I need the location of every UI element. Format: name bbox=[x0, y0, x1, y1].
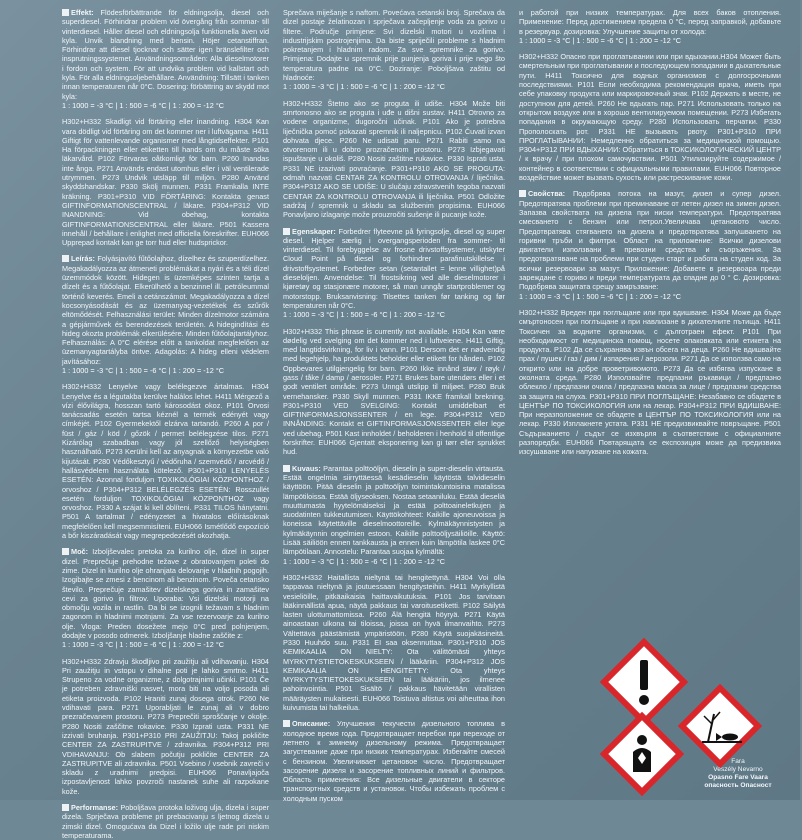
section-title: Свойства: bbox=[528, 189, 566, 199]
dosage-line: 1 : 1000 = -3 °C | 1 : 500 = -6 °C | 1 : 200 = -12 °C bbox=[62, 640, 225, 650]
text-block bbox=[283, 327, 505, 457]
section-title: Описание: bbox=[292, 719, 331, 729]
dosage-line: 1 : 1000 = -3 °C | 1 : 500 = -6 °C | 1 : 200 = -12 °C bbox=[519, 35, 682, 45]
bullet-square-icon bbox=[283, 465, 290, 472]
bullet-square-icon bbox=[283, 228, 290, 235]
section-body: H302+H332 Skadligt vid förtäring eller inandning. H304 Kan vara dödligt vid förtäring om det kommer ner i luftvägarna. H411 Giftigt för vattenlevande organismer med långtidseffekter. P101 Ha förpackningen eller etiketten till hands om du måste söka läkarvård. P102 Förvaras oåtkomligt för barn. P260 Inandas inte ånga. P271 Används endast utomhus eller i väl ventilerade utrymmen. P273 Undvik utsläpp till miljön. P280 Använd skyddshandskar. P330 Skölj munnen. P331 Framkalla INTE kräkning. P301+P310 VID FÖRTÄRING: Kontakta genast GIFTINFORMATIONSCENTRAL / läkare. P304+P312 VID INANDNING: Vid obehag, kontakta GIFTINFORMATIONSCENTRAL eller läkare. P501 Kassera innehåll / behållare i enlighet med officiella föreskrifter. EUH066 Upprepad kontakt kan ge torr hud eller hudsprickor. bbox=[62, 117, 269, 248]
dosage-line: 1 : 1000 = -3 °C | 1 : 500 = -6 °C | 1 : 200 = -12 °C bbox=[62, 100, 225, 110]
section-body: Подобрява потока на мазут, дизел и супер дизел. Предотвратява проблеми при преминаване от летен дизел на зимен дизел. Запазва свойствата на дизела при ниски температури. Предотвратява смесването с бензин или петрол.Увеличава цетановото число. Предотвратява стягването на дизела и предотвратява запушването на горивни тръби и филтри. Област на приложение: Всички дизелови двигатели използвани в превозни средства и съоръжения. За предотвратяване на проблеми при студен старт и работа на студен ход. За всички резервоари за мазут. Приложение: Добавете в резервоара преди зареждане с гориво и преди температурата да спадне до 0 ° С. Дозировка: Подобрява защитата срещу замръзване: bbox=[519, 189, 781, 292]
text-block bbox=[62, 8, 269, 110]
dosage-line: 1 : 1000 = -3 °C | 1 : 500 = -6 °C | 1 : 200 = -12 °C bbox=[283, 82, 446, 92]
section-body: H302+H332 Опасно при проглатывании или при вдыхании.H304 Может быть смертельным при проглатывании и последующем попадании в дыхательные пути. H411 Токсично для водных организмов с долгосрочными последствиями. P101 Если необходима рекомендация врача, иметь при себе упаковку продукта или маркировочный знак. P102 Держать в месте, не доступном для детей. P260 Не вдыхать пар. P271 Использовать только на открытом воздухе или в хорошо вентилируемом помещении. P273 Избегать попадания в окружающую среду. P280 Использовать перчатки. P330 Прополоскать рот. P331 НЕ вызывать рвоту. P301+P310 ПРИ ПРОГЛАТЫВАНИИ: Немедленно обратиться за медицинской помощью. P304+P312 ПРИ ВДЫХАНИИ: Обратиться в ТОКСИКОЛОГИЧЕСКИЙ ЦЕНТР / к врачу / при плохом самочувствии. P501 Утилизируйте содержимое / контейнер в соответствии с официальными правилами. EUH066 Повторное воздействие может вызвать сухость или растрескивание кожи. bbox=[519, 52, 781, 183]
signal-words bbox=[690, 758, 786, 790]
section-body: Poboljšava protoka loživog ulja, dizela i super dizela. Sprječava probleme pri prebacivanju s ljetnog dizela u zimski dizel. Omogućava da Dizel i ložilo ulje rade pri niskim temperaturama. bbox=[62, 803, 269, 840]
bullet-square-icon bbox=[62, 255, 69, 262]
section-title: Performanse: bbox=[71, 803, 119, 813]
dosage-line: 1 : 1000 = -3 °C | 1 : 500 = -6 °C | 1 : 200 = -12 °C bbox=[62, 365, 225, 375]
dosage-line: 1 : 1000 = -3 °C | 1 : 500 = -6 °C | 1 : 200 = -12 °C bbox=[519, 291, 682, 301]
text-block bbox=[283, 227, 505, 320]
bullet-square-icon bbox=[62, 804, 69, 811]
environment-icon bbox=[682, 688, 758, 764]
section-title: Effekt: bbox=[71, 8, 94, 17]
text-block bbox=[283, 99, 505, 220]
exclamation-mark-icon bbox=[604, 642, 684, 722]
text-block bbox=[519, 189, 781, 301]
text-block bbox=[283, 8, 505, 92]
section-body: H302+H332 Štetno ako se proguta ili udiše. H304 Može biti smrtonosno ako se proguta i uđe u dišni sustav. H411 Otrovno za vodene organizme, dugoročni učinak. P101 Ako je potrebna liječnička pomoć pokazati spremnik ili naljepnicu. P102 Čuvati izvan dohvata djece. P260 Ne udisati paru. P271 Rabiti samo na otvorenom ili u dobro prozračenom prostoru. P273 Izbjegavati ispuštanje u okoliš. P280 Nositi zaštitne rukavice. P330 Isprati usta. P331 NE izazivati povraćanje. P301+P310 AKO SE PROGUTA: odmah nazvati CENTAR ZA KONTROLU OTROVANJA / liječnika. P304+P312 AKO SE UDIŠE: U slučaju zdravstvenih tegoba nazvati CENTAR ZA KONTROLU OTROVANJA ili liječnika. P501 Odložite sadržaj / spremnik u skladu sa službenim propisima. EUH066 Ponavljano izlaganje može prouzročiti sušenje ili pucanje kože. bbox=[283, 98, 505, 220]
section-body: Folyásjavító fűtőolajhoz, dízelhez és szuperdízelhez. Megakadályozza az átmeneti problémákat a nyári és a téli dízel üzemmódok között. Hidegen is üzemképes szinten tartja a dízelt és a fűtőolajat. Elkerülhető a benzinnel ill. petróleummal történő keverés. Emeli a cetánszámot. Megakadályozza a dízel kocsonyásodását és az üzemanyag-vezetékek és szűrők eltömődését. Felhasználási terület: Minden dízelmotor számára a gépjárművek és berendezések területén. A hidegindítási és hideg okozta problémák elkerülésére. Minden fűtőolajtartályhoz. Felhasználás: A 0°C elérése előtt a tankoldat megfelelően az üzemanyagtartályba öntve. Adagolás: A hideg elleni védelem javításához: bbox=[62, 254, 270, 366]
signal-word-hu-sl: Veszély Nevarno bbox=[713, 766, 763, 773]
section-body: H302+H332 Lenyelve vagy belélegezve ártalmas. H304 Lenyelve és a légutakba kerülve halálos lehet. H411 Mérgező a vízi élővilágra, hosszan tartó károsodást okoz. P101 Orvosi tanácsadás esetén tartsa kéznél a termék edényét vagy címkéjét. P102 Gyermekektől elzárva tartandó. P260 A por / füst / gáz / köd / gőzök / permet belélegzése tilos. P271 Kizárólag szabadban vagy jól szellőző helyiségben használható. P273 Kerülni kell az anyagnak a környezetbe való kijutását. P280 Védőkesztyű / védőruha / szemvédő / arcvédő / hallásvédelem használata kötelező. P301+P310 LENYELÉS ESETÉN: Azonnal forduljon TOXIKOLÓGIAI KÖZPONTHOZ / orvoshoz / P304+P312 BELÉLEGZÉS ESETÉN: Rosszullét esetén forduljon TOXIKOLÓGIAI KÖZPONTHOZ vagy orvoshoz. P330 A szájat ki kell öblíteni. P331 TILOS hánytatni. P501 A tartalmat / edényzetet a hivatalos előírásoknak megfelelően kell megsemmisíteni. EUH066 Ismétlődő expozíció a bőr kiszáradását vagy megrepedezését okozhatja. bbox=[62, 382, 269, 541]
section-body: Forbedrer flyteevne på fyringsolje, diesel og super diesel. Hjelper særlig i overgangsperioden fra sommer- til vinterdiesel. Til forebyggelse av frosne drivstoffsystemer, utskyter Cloud Point på diesel og forhindrer parafinutskillelse i drivstoffsystemet. Forbedrer setan (setantallet = lenne villighet)på dieseloljen. Anvendelse: Til frostsikring ved alle dieselmotorer i kjøretøy og stasjonære motorer, så man unngår startproblemer og motorstopp. Bruksanvisning: Tilsettes tanken før tanking og før temperaturen når 0°C. bbox=[283, 226, 505, 310]
text-block bbox=[62, 547, 269, 649]
signal-word-hr-no-fi: Opasno Fare Vaara bbox=[708, 774, 768, 781]
section-title: Moč: bbox=[71, 547, 89, 557]
section-body: H302+H332 Haitallista nieltynä tai hengitettynä. H304 Voi olla tappavaa nieltynä ja joutuessaan hengitysteihin. H411 Myrkyllistä vesieliöille, pitkäaikaisia haittavaikutuksia. P101 Jos tarvitaan lääkinnällistä apua, näytä pakkaus tai varoitusetiketti. P102 Säilytä lasten ulottumattomissa. P260 Älä hengitä höyryä. P271 Käytä ainoastaan ulkona tai tiloissa, joissa on hyvä ilmanvaihto. P273 Vältettävä päästämistä ympäristöön. P280 Käytä suojakäsineitä. P330 Huuhdo suu. P331 EI saa oksennuttaa. P301+P310 JOS KEMIKAALIA ON NIELTY: Ota välittömästi yhteys MYRKYTYSTIETOKESKUKSEEN / lääkäriin. P304+P312 JOS KEMIKAALIA ON HENGITETTY: Ota yhteys MYRKYTYSTIETOKESKUKSEEN tai lääkäriin, jos ilmenee pahoinvointia. P501 Sisältö / pakkaus hävitetään virallisten määräysten mukaisesti. EUH066 Toistuva altistus voi aiheuttaa ihon kuivumista tai halkeilua. bbox=[283, 572, 505, 713]
text-column-left bbox=[62, 8, 270, 840]
dosage-line: 1 : 1000 = -3 °C | 1 : 500 = -6 °C | 1 : 200 = -12 °C bbox=[283, 556, 446, 566]
text-block bbox=[62, 254, 269, 375]
health-hazard-icon bbox=[604, 716, 680, 792]
signal-word-sv: Fara bbox=[731, 758, 745, 765]
section-body: H302+H332 Вреден при поглъщане или при вдишване. H304 Може да бъде смъртоносен при поглъщане и при навлизане в дихателните пътища. H411 Токсичен за водните организми, с дълготраен ефект. P101 При необходимост от медицинска помощ, носете опаковката или етикета на продукта. P102 Да се съхранява извън обсега на деца. P260 Не вдишвайте прах / пушек / газ / дим / изпарения / аерозоли. P271 Да се използва само на открито или на добре проветривомото. P273 Да се избягва изпускане в околната среда. P280 Използвайте предпазни ръкавици / предпазно облекло / предпазни очила / предпазна маска за лице / предпазни средства за защита на слуха. P301+P310 ПРИ ПОГЛЪЩАНЕ: Незабавно се обадете в ЦЕНТЪР ПО ТОКСИКОЛОГИЯ или на лекар. P304+P312 ПРИ ВДИШВАНЕ: При неразположение се обадете в ЦЕНТЪР ПО ТОКСИКОЛОГИЯ или на лекар. P330 Изплакнете устата. P331 НЕ предизвиквайте повръщане. P501 Съдържанието / съдът се изхвърля в съответствие с официалните разпоредби. EUH066 Повтарящата се експозиция може да предизвика изсушаване или напукване на кожата. bbox=[519, 307, 781, 457]
bullet-square-icon bbox=[62, 548, 69, 555]
section-body: Flödesförbättrande för eldningsolja, diesel och superdiesel. Förhindrar problem vid övergång från sommar- till vinterdiesel. Håller diesel och eldningsolja funktionella även vid kyla. Unvik blandning med bensin. Höjer cetanstiffran. Förhindrar att diesel tjocknar och sätter igen bränslefilter och insprutningssystemet. Användningsområden: Alla dieselmotorer i fordon och system. För att undvika problem vid kallstart och kyla. För alla eldningsoljebehållare. Användning: Tillsätt i tanken innan temperaturen når 0°C. Dosering: förbättring av skydd mot kyla: bbox=[62, 8, 269, 101]
text-block bbox=[62, 657, 269, 796]
section-body: H302+H332 Zdravju škodljivo pri zaužitju ali vdihavanju. H304 Pri zaužitju in vstopu v dihalne poti je lahko smrtno. H411 Strupeno za vodne organizme, z dolgotrajnimi učinki. P101 Če je potreben zdravniški nasvet, mora biti na voljo posoda ali etiketa proizvoda. P102 Hraniti zunaj dosega otrok. P260 Ne vdihavati para. P271 Uporabljati le zunaj ali v dobro prezračevanem prostoru. P273 Preprečiti sproščanje v okolje. P280 Nositi zaščitne rokavice. P330 Izprati usta. P331 NE izzivati bruhanja. P301+P310 PRI ZAUŽITJU: Takoj pokličite CENTER ZA ZASTRUPITVE / zdravnika. P304+P312 PRI VDIHAVANJU: Ob slabem počutju pokličite CENTER ZA ZASTRUPITVE ali zdravnika. P501 Vsebino / vsebnik zavreči v skladu z uradnimi predpisi. EUH066 Ponavljajoča izpostavljenost lahko povzroči nastanek suhe ali razpokane kože. bbox=[62, 656, 269, 796]
text-block bbox=[283, 719, 505, 803]
text-block bbox=[519, 8, 781, 45]
dosage-line: 1 : 1000 = -3 °C | 1 : 500 = -6 °C | 1 : 200 = -12 °C bbox=[283, 310, 446, 320]
text-column-middle bbox=[283, 8, 505, 803]
section-body: Izboljševalec pretoka za kurilno olje, dizel in super dizel. Preprečuje prehodne težave z obratovanjem poleti do zime. Dizel in kurilno olje ohranjata delovanje v hladnih pogojih. Izogibajte se zmesi z bencinom ali benzinom. Poveča cetansko število. Preprečuje zamašitev dizelskega goriva in zamašitev cevi za gorivo in filtrov. Uporaba: Vsi dizelski motorji na območju vozila in rastlin. Da bi se izognili težavam s hladnim zagonom in hladnimi motnjami. Za vse rezervoarje za kurilno olje. Vloga: Preden dosežete mejo 0°C pred polnjenjem, dodajte v posodo odmerek. Izboljšanje hladne zaščite z: bbox=[62, 547, 269, 640]
section-body: Parantaa polttoöljyn, dieselin ja super-dieselin virtausta. Estää ongelmia siirryttäessä kesädieselin käytöstä talvidieselin käyttöön. Pitää dieselin ja polttoöljyn toimintakuntoisina matalissa lämpötiloissa. Estää öljyseoksen. Nostaa setaaniluku. Estää dieseliä muuttumasta hyytelömäiseksi ja estää polttoaineletkujen ja suodatinten tukkeutumisen. Käyttökohteet: Kaikille ajoneuvoissa ja koneissa käytettäville dieselmoottoreille. Kylmäkäynnistysten ja kylmäkäynnin ongelmien estoon. Kaikille polttoöljysäiliöille. Käyttö: Lisää säiliöön ennen tankkausta ja ennen kuin lämpötila laskee 0°C lämpötilaan. Annostelu: Parantaa suojaa kylmältä: bbox=[283, 463, 505, 557]
text-block bbox=[519, 52, 781, 182]
bullet-square-icon bbox=[283, 720, 290, 727]
signal-word-ru-bg: опасность Опасност bbox=[704, 782, 772, 789]
section-title: Kuvaus: bbox=[292, 463, 321, 473]
section-body: Улучшения текучести дизельного топлива в холодное время года. Предотвращает перебои при переходе от летнего к зимнему дизельному режима. Предотвращает загустевание даже при низких температурах. Избегайте смесей с бензином. Увеличивает цетановое число. Предотвращает засорение дизеля и засорение топливных линий и фильтров. Область применения: Все дизельные двигатели в секторе транспортных средств и установок. Чтобы избежать проблем с холодным пуском bbox=[283, 719, 505, 803]
text-block bbox=[283, 464, 505, 566]
text-block bbox=[283, 573, 505, 712]
section-title: Leírás: bbox=[71, 254, 95, 264]
section-body: и работой при низких температурах. Для всех баков отопления. Применение: Перед достижением предела 0 °C, перед заправкой, добавьте в резервуар. дозировка: Улучшение защиты от холода: bbox=[519, 8, 781, 36]
bullet-square-icon bbox=[62, 9, 69, 16]
section-title: Egenskaper: bbox=[292, 226, 336, 236]
text-block bbox=[62, 117, 269, 247]
section-body: H302+H332 This phrase is currently not available. H304 Kan være dødelig ved svelging om det kommer ned i luftveiene. H411 Giftig, med langtidsvirkning, for liv i vann. P101 Dersom det er nødvendig med legehjelp, ha produktets beholder eller etikett for hånden. P102 Oppbevares utilgjengelig for barn. P260 Ikke innånd støv / røyk / gass / tåke / damp / aerosoler. P271 Brukes bare utendørs eller i et godt ventilert område. P273 Unngå utslipp til miljøet. P280 Bruk vernehansker. P330 Skyll munnen. P331 IKKE framkall brekning. P301+P310 VED SVELGING: Kontakt umiddelbart et GIFTINFORMASJONSSENTER / en lege. P304+P312 VED INNÅNDING: Kontakt et GIFTINFORMASJONSSENTER eller lege ved ubehag. P501 Kast innholdet / beholderen i henhold til offentlige forskrifter. EUH066 Gjentatt eksponering kan gi tørr eller sprukket hud. bbox=[283, 326, 505, 457]
text-block bbox=[62, 382, 269, 540]
text-block bbox=[62, 803, 269, 840]
bullet-square-icon bbox=[519, 190, 526, 197]
text-block bbox=[519, 308, 781, 457]
section-body: Sprečava miješanje s naftom. Povećava cetanski broj. Sprečava da dizel postaje želatinozan i sprječava začepljenje voda za gorivo u filtere. Područje primjene: Svi dizelski motori u vozilima i industrijskim postrojenjima. Da biste spriječili probleme s hladnim pokretanjem i hladnim radom. Za sve spremnike za gorivo. Primjena: Dodajte u spremnik prije punjenja goriva i prije nego što temperatura padne na 0°C. Doziranje: Poboljšava zaštitu od hladnoće: bbox=[283, 8, 505, 83]
